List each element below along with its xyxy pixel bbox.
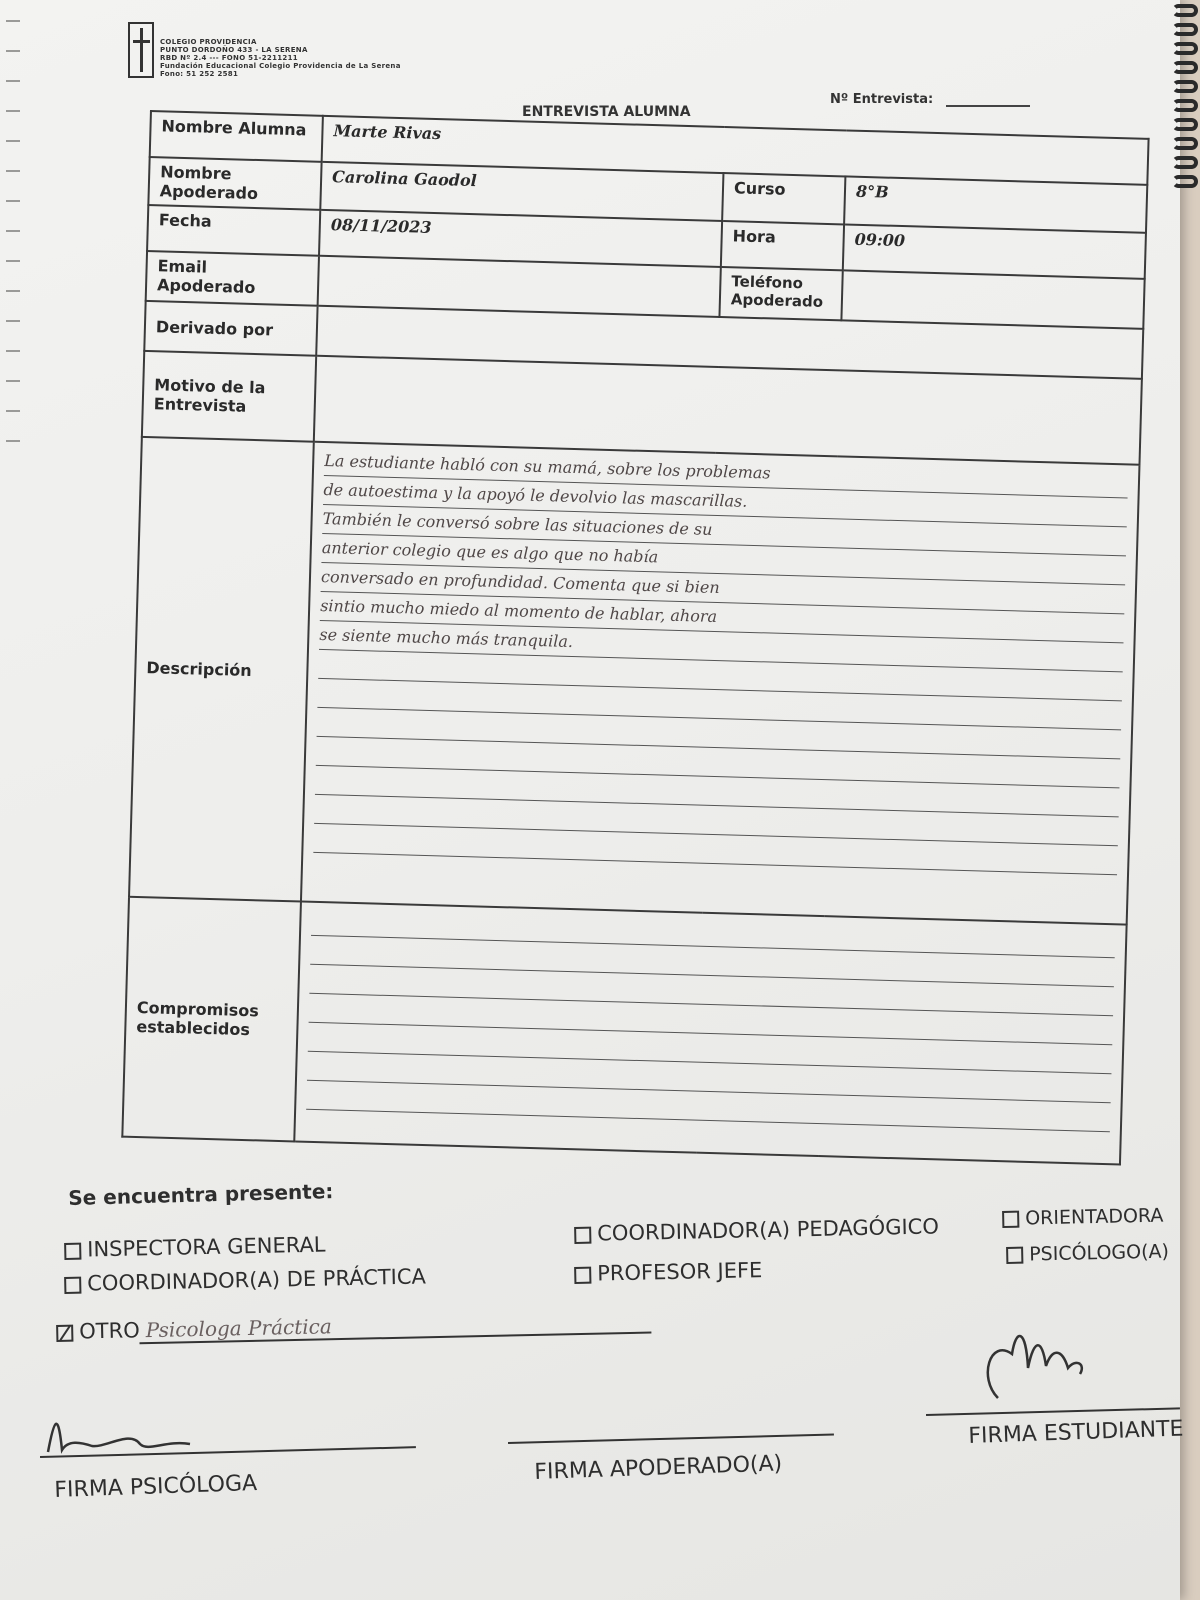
option-profesor-jefe[interactable] xyxy=(574,1258,763,1286)
interview-number-field[interactable] xyxy=(946,105,1030,107)
option-inspectora-label: INSPECTORA GENERAL xyxy=(86,1232,326,1262)
psychologist-signature-label: FIRMA PSICÓLOGA xyxy=(54,1470,258,1503)
description-line: La estudiante habló con su mamá, sobre los problemas xyxy=(324,447,1128,498)
option-otro-label: OTRO xyxy=(78,1318,140,1344)
checkbox-coord-pedagogico[interactable] xyxy=(574,1226,591,1243)
option-coord-practica[interactable] xyxy=(64,1264,426,1296)
checkbox-psicologo[interactable] xyxy=(1006,1247,1023,1264)
checkbox-otro[interactable] xyxy=(56,1324,73,1341)
description-line: se siente mucho más tranquila. xyxy=(319,621,1123,672)
interview-form-table xyxy=(121,110,1149,1166)
guardian-name-label: Nombre Apoderado xyxy=(148,157,321,210)
time-label: Hora xyxy=(721,221,844,270)
school-line: Fono: 51 252 2581 xyxy=(160,70,239,78)
notebook-spiral xyxy=(1172,0,1200,204)
student-name-label: Nombre Alumna xyxy=(150,111,323,162)
student-name-field[interactable]: Marte Rivas xyxy=(322,116,1149,185)
student-signature-line[interactable] xyxy=(926,1407,1180,1416)
option-psicologo-label: PSICÓLOGO(A) xyxy=(1028,1240,1170,1266)
guardian-phone-field[interactable] xyxy=(841,270,1144,328)
option-otro-field[interactable]: Psicologa Práctica xyxy=(139,1308,651,1345)
notebook-margin-ticks xyxy=(6,20,26,470)
school-line: PUNTO DORDOÑO 433 - LA SERENA xyxy=(160,46,308,54)
student-signature-label: FIRMA ESTUDIANTE xyxy=(968,1416,1184,1449)
guardian-name-field[interactable]: Carolina Gaodol xyxy=(320,162,723,221)
course-field[interactable]: 8°B xyxy=(844,176,1147,232)
option-inspectora[interactable] xyxy=(64,1233,326,1262)
commitments-label: Compromisos establecidos xyxy=(122,897,301,1142)
option-coord-practica-label: COORDINADOR(A) DE PRÁCTICA xyxy=(86,1264,427,1296)
date-label: Fecha xyxy=(147,205,320,256)
time-field[interactable]: 09:00 xyxy=(843,224,1146,278)
interview-number-label: Nº Entrevista: xyxy=(830,92,934,107)
option-orientadora[interactable] xyxy=(1002,1205,1164,1230)
school-line: COLEGIO PROVIDENCIA xyxy=(160,38,257,46)
commitments-field[interactable] xyxy=(294,902,1126,1165)
checkbox-inspectora[interactable] xyxy=(64,1242,81,1259)
school-header xyxy=(160,38,401,78)
date-field[interactable]: 08/11/2023 xyxy=(319,210,722,267)
description-field[interactable] xyxy=(301,442,1140,925)
description-label: Descripción xyxy=(129,437,314,902)
course-label: Curso xyxy=(722,173,845,224)
referred-by-label: Derivado por xyxy=(144,301,317,356)
checkbox-profesor-jefe[interactable] xyxy=(574,1266,591,1283)
page-title: ENTREVISTA ALUMNA xyxy=(522,104,691,120)
guardian-signature-label: FIRMA APODERADO(A) xyxy=(534,1451,783,1485)
guardian-phone-label: Teléfono Apoderado xyxy=(719,267,842,320)
option-coord-pedagogico-label: COORDINADOR(A) PEDAGÓGICO xyxy=(596,1214,940,1246)
checkbox-orientadora[interactable] xyxy=(1002,1211,1019,1228)
school-line: Fundación Educacional Colegio Providencia de La Serena xyxy=(160,62,401,70)
option-psicologo[interactable] xyxy=(1006,1241,1169,1266)
school-line: RBD Nº 2.4 --- FONO 51-2211211 xyxy=(160,54,298,62)
option-otro[interactable] xyxy=(56,1308,652,1346)
school-cross-logo-icon xyxy=(128,22,154,78)
guardian-email-label: Email Apoderado xyxy=(146,251,319,306)
description-line: conversado en profundidad. Comenta que si bien xyxy=(321,563,1125,614)
checkbox-coord-practica[interactable] xyxy=(64,1276,81,1293)
student-signature-icon xyxy=(976,1318,1106,1408)
description-line: sintio mucho miedo al momento de hablar, ahora xyxy=(320,592,1124,643)
interview-reason-label: Motivo de la Entrevista xyxy=(142,351,316,442)
present-section-title: Se encuentra presente: xyxy=(68,1179,334,1210)
option-profesor-jefe-label: PROFESOR JEFE xyxy=(596,1258,763,1286)
option-orientadora-label: ORIENTADORA xyxy=(1024,1204,1164,1230)
description-line: También le conversó sobre las situaciones de su xyxy=(322,505,1126,556)
description-line: anterior colegio que es algo que no había xyxy=(321,534,1125,585)
guardian-signature-line[interactable] xyxy=(508,1433,834,1444)
option-coord-pedagogico[interactable] xyxy=(574,1214,939,1246)
description-line: de autoestima y la apoyó le devolvio las mascarillas. xyxy=(323,476,1127,527)
